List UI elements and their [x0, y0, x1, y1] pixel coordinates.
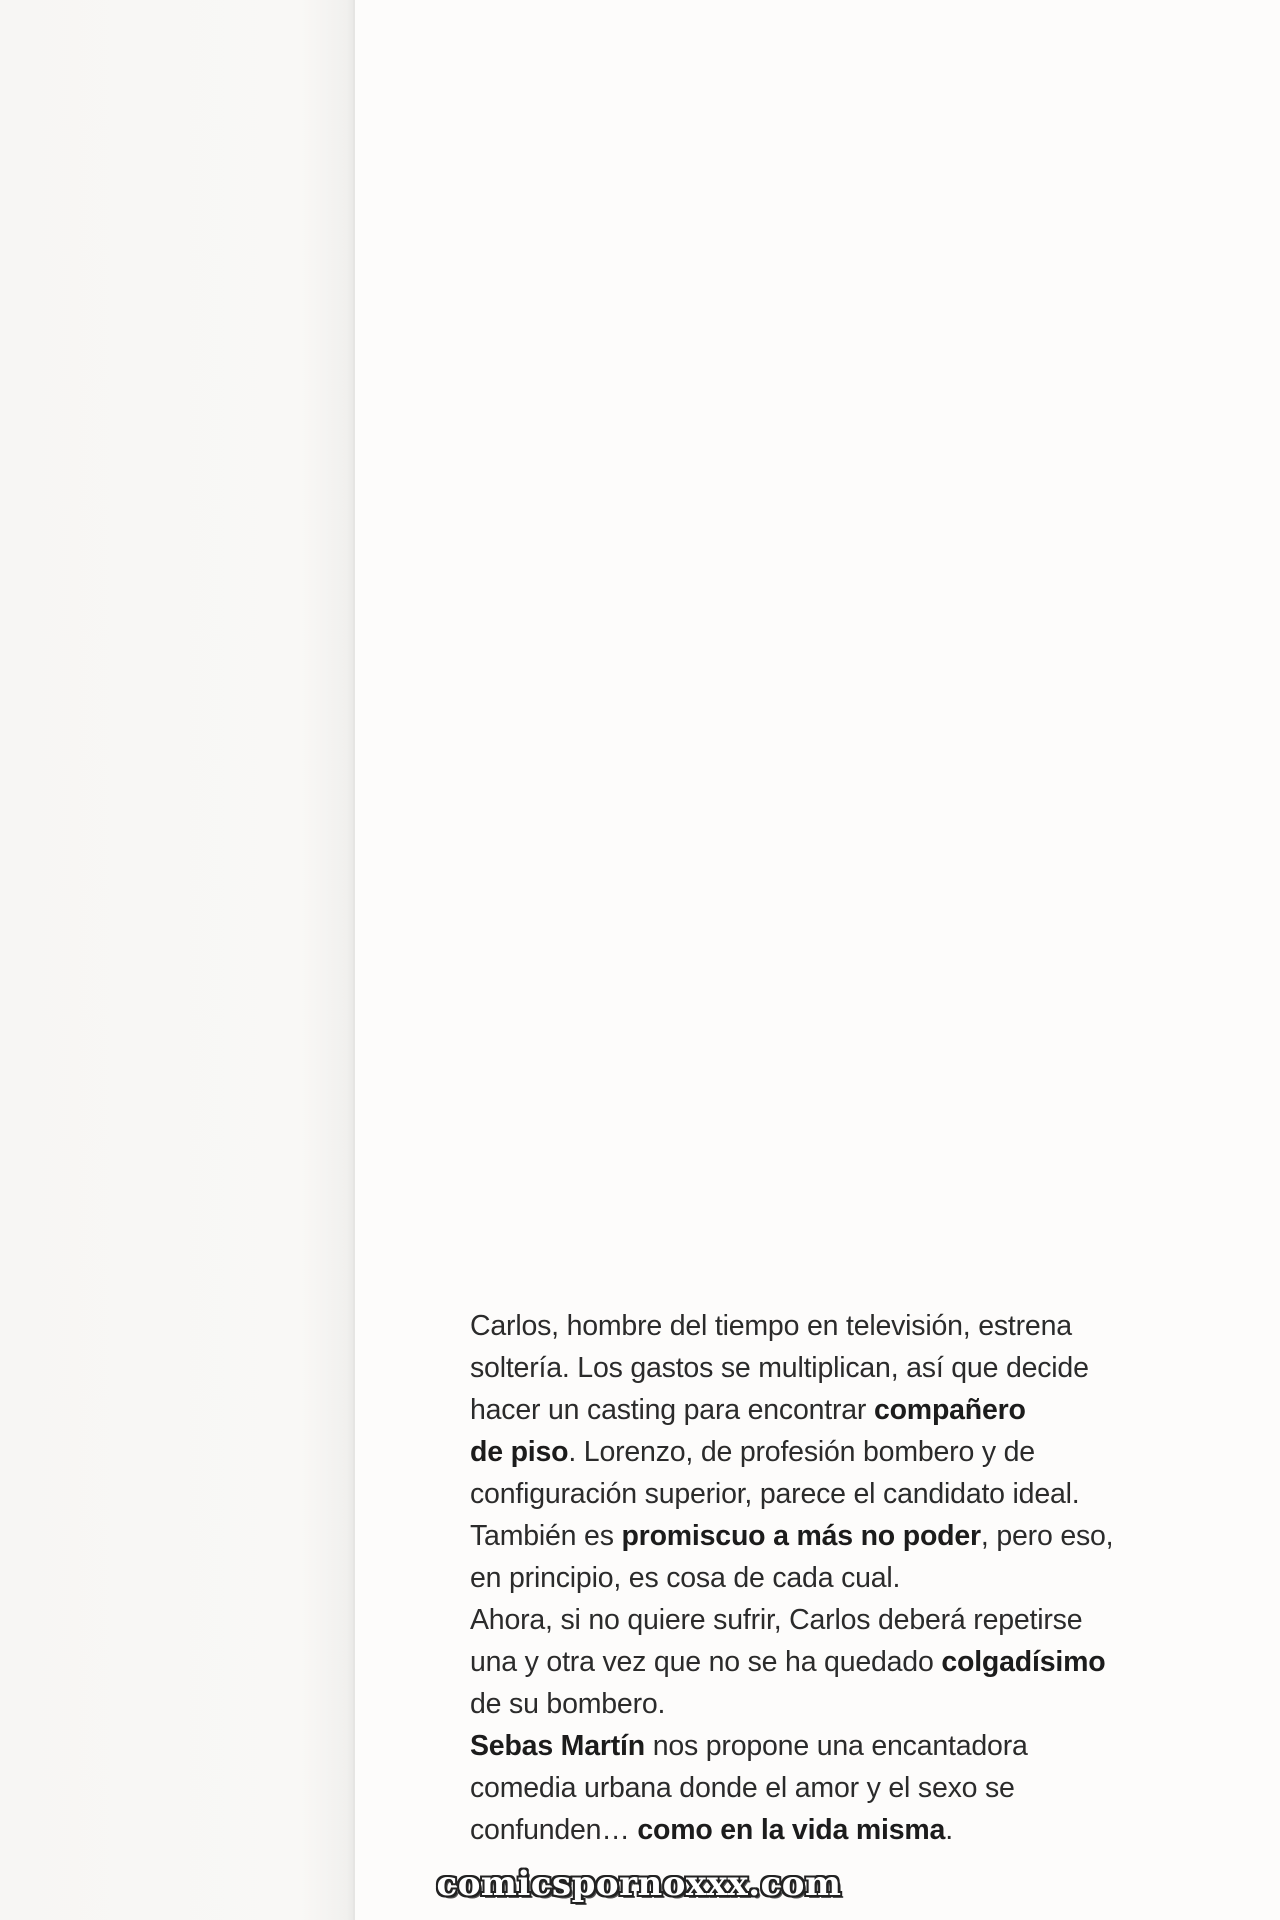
synopsis-line [470, 1641, 1210, 1683]
synopsis-line [470, 1767, 1210, 1809]
synopsis-fragment: , pero eso, [980, 1520, 1114, 1552]
synopsis-line [470, 1599, 1210, 1641]
synopsis-fragment: hacer un casting para encontrar [470, 1394, 874, 1426]
synopsis-line [470, 1431, 1210, 1473]
synopsis-line [470, 1515, 1210, 1557]
cover-flap [0, 0, 354, 1920]
synopsis-fragment: Ahora, si no quiere sufrir, Carlos deberá repetirse [470, 1604, 1083, 1636]
synopsis-line [470, 1389, 1210, 1431]
synopsis-emphasis: compañero [873, 1394, 1026, 1426]
synopsis-fragment: en principio, es cosa de cada cual. [470, 1562, 901, 1594]
synopsis-fragment: . Lorenzo, de profesión bombero y de [568, 1436, 1035, 1468]
synopsis-line [470, 1725, 1210, 1767]
synopsis-line [470, 1683, 1210, 1725]
synopsis-fragment: soltería. Los gastos se multiplican, así que decide [470, 1352, 1089, 1384]
synopsis-fragment: confunden… [470, 1814, 638, 1846]
synopsis-fragment: una y otra vez que no se ha quedado [470, 1646, 942, 1678]
synopsis-fragment: También es [470, 1520, 622, 1552]
synopsis-line [470, 1305, 1210, 1347]
synopsis-line [470, 1809, 1210, 1851]
synopsis-text [470, 1305, 1210, 1851]
synopsis-fragment: nos propone una encantadora [645, 1730, 1028, 1762]
fold-line [353, 0, 355, 1920]
synopsis-line [470, 1347, 1210, 1389]
synopsis-emphasis: Sebas Martín [470, 1730, 645, 1762]
synopsis-fragment: configuración superior, parece el candidato ideal. [470, 1478, 1080, 1510]
synopsis-emphasis: de piso [470, 1436, 569, 1468]
synopsis-fragment: . [945, 1814, 953, 1846]
synopsis-emphasis: como en la vida misma [637, 1814, 946, 1846]
site-watermark [416, 1862, 862, 1906]
synopsis-line [470, 1557, 1210, 1599]
synopsis-fragment: comedia urbana donde el amor y el sexo se [470, 1772, 1015, 1804]
watermark-text: comicspornoxxx.com [436, 1864, 842, 1904]
synopsis-line [470, 1473, 1210, 1515]
synopsis-fragment: Carlos, hombre del tiempo en televisión, estrena [470, 1310, 1072, 1342]
synopsis-emphasis: promiscuo a más no poder [621, 1520, 981, 1552]
synopsis-fragment: de su bombero. [470, 1688, 666, 1720]
synopsis-emphasis: colgadísimo [941, 1646, 1106, 1678]
